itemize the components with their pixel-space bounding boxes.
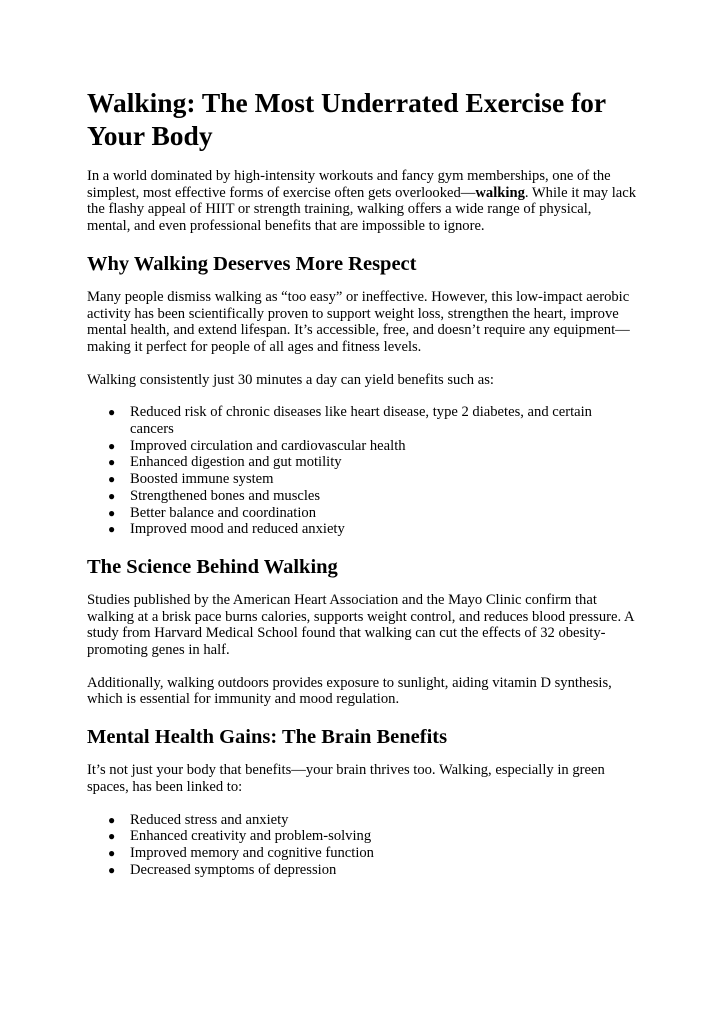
page-title: Walking: The Most Underrated Exercise for Your Body — [87, 87, 606, 151]
science-paragraph-1: Studies published by the American Heart Association and the Mayo Clinic confirm that walking at a brisk pace burns calories, supports weight control, and reduces blood pressure. A study from Harvard Medical School found that walking can cut the effects of 32 obesity-promoting genes in half. — [87, 591, 634, 659]
list-item — [87, 471, 637, 488]
list-item — [87, 828, 637, 845]
list-item-text: Improved memory and cognitive function — [130, 844, 374, 861]
science-paragraph-2: Additionally, walking outdoors provides exposure to sunlight, aiding vitamin D synthesis, which is essential for immunity and mood regulation. — [87, 674, 612, 708]
list-item-text: Enhanced creativity and problem-solving — [130, 828, 372, 845]
intro-text-bold: walking — [475, 184, 525, 201]
bullet-icon: ● — [108, 488, 116, 503]
list-item — [87, 505, 637, 522]
list-item — [87, 521, 637, 538]
list-item-text: Boosted immune system — [130, 471, 274, 488]
section-heading-mental: Mental Health Gains: The Brain Benefits — [87, 726, 448, 749]
intro-paragraph — [87, 168, 637, 235]
bullet-icon: ● — [108, 405, 116, 420]
bullet-icon: ● — [108, 845, 116, 860]
section-heading-respect: Why Walking Deserves More Respect — [87, 252, 417, 275]
list-item — [87, 812, 637, 829]
list-item-text: Reduced risk of chronic diseases like heart disease, type 2 diabetes, and certain cancers — [130, 404, 592, 438]
list-item — [87, 454, 637, 471]
bullet-icon: ● — [108, 505, 116, 520]
list-item — [87, 845, 637, 862]
list-item-text: Decreased symptoms of depression — [130, 861, 337, 878]
list-item-text: Improved circulation and cardiovascular health — [130, 437, 406, 454]
list-item — [87, 404, 637, 437]
bullet-icon: ● — [108, 829, 116, 844]
bullet-icon: ● — [108, 522, 116, 537]
list-item-text: Enhanced digestion and gut motility — [130, 454, 342, 471]
mental-benefits-list — [87, 812, 637, 879]
list-item — [87, 488, 637, 505]
list-item-text: Reduced stress and anxiety — [130, 811, 289, 828]
respect-paragraph-1: Many people dismiss walking as “too easy” or ineffective. However, this low-impact aerobic activity has been scientifically proven to support weight loss, strengthen the heart, improve mental health, and extend lifespan. It’s accessible, free, and doesn’t require any equipment—making it perfect for people of all ages and fitness levels. — [87, 288, 630, 355]
intro-text-before: In a world dominated by high-intensity workouts and fancy gym memberships, one of the simplest, most effective forms of exercise often gets overlooked— — [87, 168, 611, 201]
bullet-icon: ● — [108, 472, 116, 487]
bullet-icon: ● — [108, 862, 116, 877]
intro-text-after: . While it may lack the flashy appeal of HIIT or strength training, walking offers a wide range of physical, mental, and even professional benefits that are impossible to ignore. — [87, 184, 637, 235]
list-item — [87, 862, 637, 879]
respect-paragraph-2: Walking consistently just 30 minutes a day can yield benefits such as: — [87, 371, 494, 388]
bullet-icon: ● — [108, 812, 116, 827]
mental-paragraph-1: It’s not just your body that benefits—your brain thrives too. Walking, especially in green spaces, has been linked to: — [87, 762, 605, 795]
bullet-icon: ● — [108, 455, 116, 470]
list-item-text: Improved mood and reduced anxiety — [130, 521, 345, 538]
list-item — [87, 438, 637, 455]
list-item-text: Better balance and coordination — [130, 504, 316, 521]
document-page — [87, 86, 637, 894]
respect-benefits-list — [87, 404, 637, 538]
section-heading-science: The Science Behind Walking — [87, 555, 338, 578]
bullet-icon: ● — [108, 438, 116, 453]
list-item-text: Strengthened bones and muscles — [130, 487, 321, 504]
